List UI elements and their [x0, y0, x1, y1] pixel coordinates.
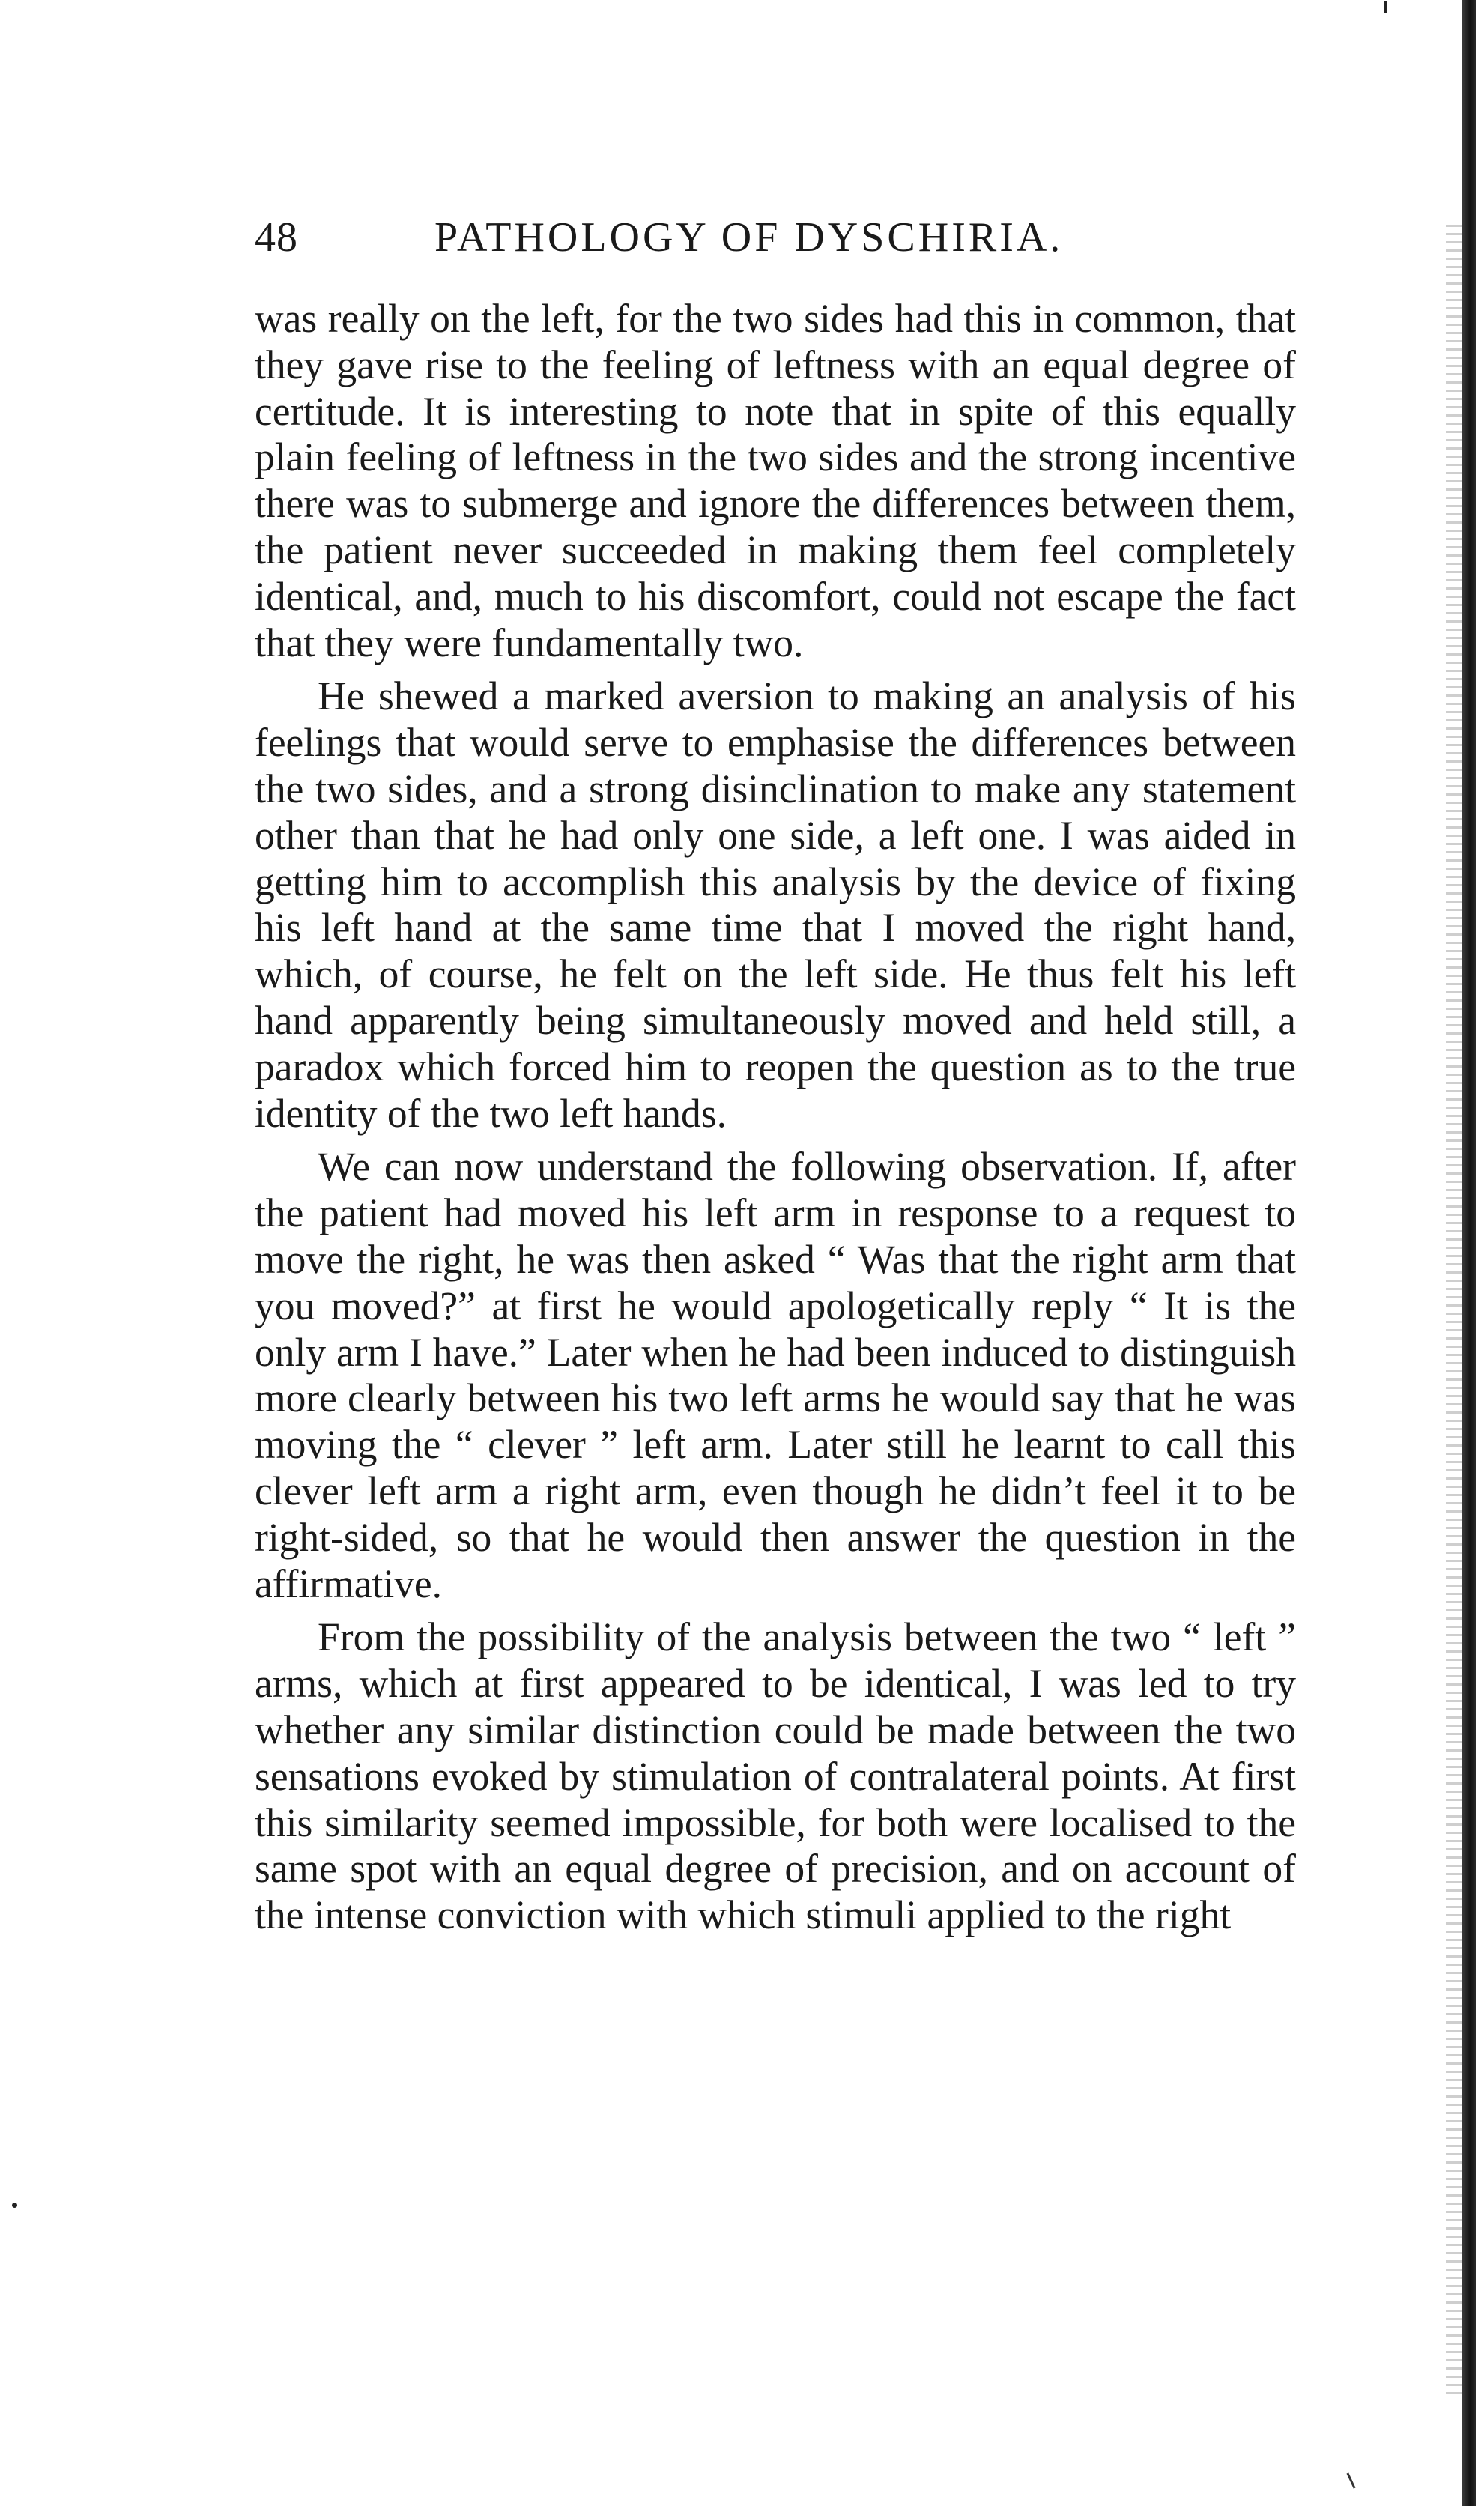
page-number: 48: [255, 214, 298, 261]
binding-edge: [1462, 0, 1476, 2506]
scan-mark-bottom: [1346, 2472, 1355, 2488]
binding-shadow: [1446, 225, 1462, 2397]
paragraph-2: He shewed a marked aversion to making an analysis of his feelings that would serve to emphasise the differences between the two sides, and a strong disinclination to make any statement other than that he had only one side, a left one. I was aided in getting him to accomplish this analysis by the device of fixing his left hand at the same time that I moved the right hand, which, of course, he felt on the left side. He thus felt his left hand apparently being simultaneously moved and held still, a paradox which forced him to reopen the question as to the true identity of the two left hands.: [255, 674, 1296, 1136]
scan-speck-left: [12, 2203, 17, 2208]
body-text: [255, 296, 1296, 1939]
paragraph-1: was really on the left, for the two sides had this in common, that they gave rise to the feeling of leftness with an equal degree of certitude. It is interesting to note that in spite of this equally plain feeling of leftness in the two sides and the strong incentive there was to submerge and ignore the differences between them, the patient never succeeded in making them feel completely identical, and, much to his discomfort, could not escape the fact that they were fundamentally two.: [255, 296, 1296, 665]
paragraph-3: We can now understand the following observation. If, after the patient had moved his left arm in response to a request to move the right, he was then asked “ Was that the right arm that you moved?” at first he would apologetically reply “ It is the only arm I have.” Later when he had been induced to distinguish more clearly between his two left arms he would say that he was moving the “ clever ” left arm. Later still he learnt to call this clever left arm a right arm, even though he didn’t feel it to be right-sided, so that he would then answer the question in the affirmative.: [255, 1144, 1296, 1606]
running-head: PATHOLOGY OF DYSCHIRIA.: [434, 214, 1064, 261]
scan-mark-top: [1384, 1, 1387, 13]
page-header: [255, 214, 1296, 273]
paragraph-4: From the possibility of the analysis between the two “ left ” arms, which at first appeared to be identical, I was led to try whether any similar distinction could be made between the two sensations evoked by stimulation of contralateral points. At first this similarity seemed impossible, for both were localised to the same spot with an equal degree of precision, and on account of the intense conviction with which stimuli applied to the right: [255, 1614, 1296, 1938]
